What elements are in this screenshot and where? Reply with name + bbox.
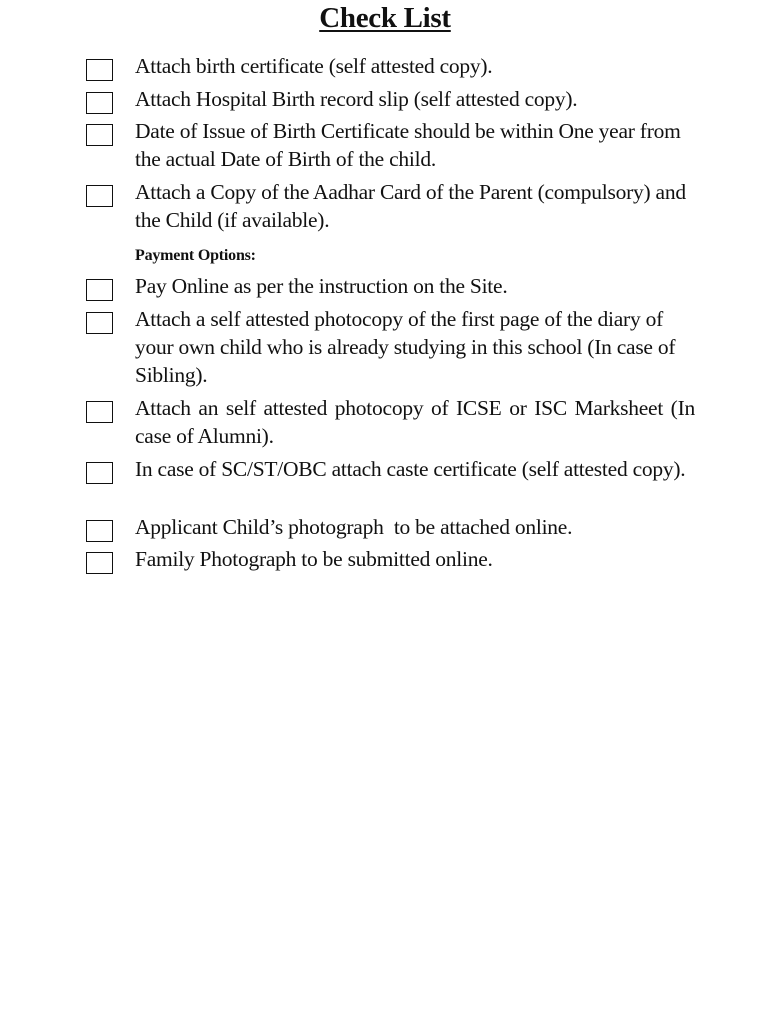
checklist-item-text: Date of Issue of Birth Certificate should be within One year from the actual Date of Birth of the child. [135, 119, 681, 171]
page-title: Check List [319, 2, 451, 34]
checklist-item-text: Attach birth certificate (self attested copy). [135, 54, 493, 78]
checkbox[interactable] [86, 279, 113, 301]
payment-options-heading: Payment Options: [135, 247, 256, 264]
checklist-item-text: Family Photograph to be submitted online. [135, 547, 493, 571]
checkbox[interactable] [86, 401, 113, 423]
checklist-item-text: Attach Hospital Birth record slip (self attested copy). [135, 87, 578, 111]
checkbox[interactable] [86, 124, 113, 146]
checkbox[interactable] [86, 520, 113, 542]
checklist-item-text: Attach an self attested photocopy of ICSE or ISC Marksheet (In case of Alumni). [135, 396, 695, 448]
checklist-item-text: Applicant Child’s photograph to be attached online. [135, 515, 573, 539]
checklist-item-text: Pay Online as per the instruction on the Site. [135, 274, 508, 298]
checkbox[interactable] [86, 59, 113, 81]
checkbox[interactable] [86, 312, 113, 334]
checkbox[interactable] [86, 185, 113, 207]
checkbox[interactable] [86, 552, 113, 574]
checklist-item-text: Attach a Copy of the Aadhar Card of the Parent (compulsory) and the Child (if available). [135, 180, 686, 232]
checkbox[interactable] [86, 462, 113, 484]
checklist-item-text: In case of SC/ST/OBC attach caste certificate (self attested copy). [135, 457, 686, 481]
checklist-item-text: Attach a self attested photocopy of the first page of the diary of your own child who is already studying in this school (In case of Sibling). [135, 307, 676, 387]
checkbox[interactable] [86, 92, 113, 114]
